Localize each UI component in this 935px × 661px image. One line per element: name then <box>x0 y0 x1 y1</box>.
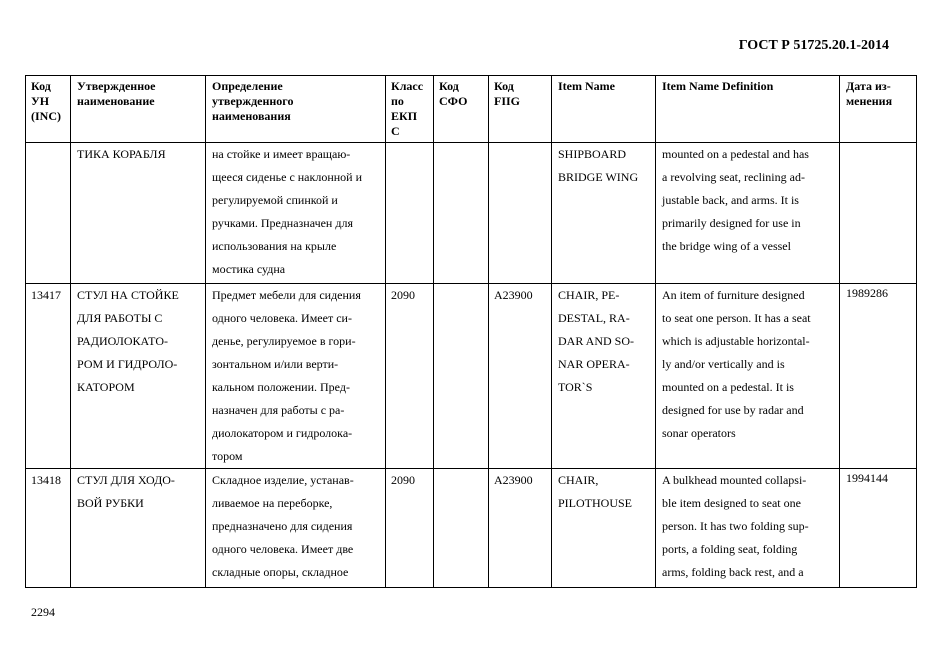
cell-line: primarily designed for use in <box>662 216 801 230</box>
cell-line: NAR OPERA- <box>558 357 630 371</box>
cell-line: designed for use by radar and <box>662 403 804 417</box>
cell-line: which is adjustable horizontal- <box>662 334 810 348</box>
cell-date: 1989286 <box>840 284 917 469</box>
cell-line: sonar operators <box>662 426 736 440</box>
cell-line: КАТОРОМ <box>77 380 135 394</box>
cell-definition <box>206 284 386 469</box>
col-header-inc <box>26 76 71 143</box>
col-header-line: Класс <box>391 79 424 93</box>
cell-line: одного человека. Имеет две <box>212 542 354 556</box>
classification-table <box>25 75 917 588</box>
col-header-line: по <box>391 94 404 108</box>
cell-line: a revolving seat, reclining ad- <box>662 170 805 184</box>
cell-line: Складное изделие, устанав- <box>212 473 354 487</box>
standard-code: ГОСТ Р 51725.20.1-2014 <box>738 38 889 53</box>
col-header-line: СФО <box>439 94 468 108</box>
cell-line: ble item designed to seat one <box>662 496 801 510</box>
cell-line: СТУЛ ДЛЯ ХОДО- <box>77 473 175 487</box>
cell-line: СТУЛ НА СТОЙКЕ <box>77 288 179 302</box>
cell-sfo <box>434 284 489 469</box>
col-header-class <box>386 76 434 143</box>
page-number: 2294 <box>31 605 55 619</box>
table-body <box>26 143 917 588</box>
cell-line: щееся сиденье с наклонной и <box>212 170 363 184</box>
table-row <box>26 469 917 588</box>
col-header-line: FIIG <box>494 94 521 108</box>
cell-inc: 13417 <box>26 284 71 469</box>
cell-inc: 13418 <box>26 469 71 588</box>
table-row <box>26 284 917 469</box>
col-header-line: Код <box>494 79 514 93</box>
table-row <box>26 143 917 284</box>
cell-line: An item of furniture designed <box>662 288 805 302</box>
cell-line: ВОЙ РУБКИ <box>77 496 144 510</box>
cell-class: 2090 <box>386 469 434 588</box>
col-header-date <box>840 76 917 143</box>
cell-class: 2090 <box>386 284 434 469</box>
cell-sfo <box>434 143 489 284</box>
col-header-line: Определение <box>212 79 283 93</box>
col-header-line: наименование <box>77 94 155 108</box>
col-header-line: ЕКП <box>391 109 418 123</box>
col-header-line: Item Name Definition <box>662 79 774 93</box>
cell-line: Предмет мебели для сидения <box>212 288 361 302</box>
cell-line: РАДИОЛОКАТО- <box>77 334 168 348</box>
cell-line: SHIPBOARD <box>558 147 627 161</box>
cell-line: кальном положении. Пред- <box>212 380 350 394</box>
cell-line: A bulkhead mounted collapsi- <box>662 473 807 487</box>
cell-line: ДЛЯ РАБОТЫ С <box>77 311 163 325</box>
cell-line: ручками. Предназначен для <box>212 216 353 230</box>
cell-line: CHAIR, PE- <box>558 288 620 302</box>
cell-fiig <box>489 143 552 284</box>
cell-line: одного человека. Имеет си- <box>212 311 352 325</box>
col-header-line: (INC) <box>31 109 61 123</box>
cell-line: arms, folding back rest, and a <box>662 565 804 579</box>
cell-approved-name <box>71 143 206 284</box>
cell-line: назначен для работы с ра- <box>212 403 345 417</box>
col-header-line: С <box>391 124 400 138</box>
cell-line: ports, a folding seat, folding <box>662 542 798 556</box>
cell-item-name-definition <box>656 469 840 588</box>
col-header-line: Дата из- <box>846 79 891 93</box>
cell-line: PILOTHOUSE <box>558 496 632 510</box>
cell-item-name-definition <box>656 143 840 284</box>
col-header-line: Item Name <box>558 79 615 93</box>
col-header-sfo <box>434 76 489 143</box>
header-row <box>26 76 917 143</box>
col-header-approved-name <box>71 76 206 143</box>
col-header-definition <box>206 76 386 143</box>
col-header-line: наименования <box>212 109 291 123</box>
cell-line: РОМ И ГИДРОЛО- <box>77 357 178 371</box>
cell-line: mounted on a pedestal and has <box>662 147 809 161</box>
cell-date: 1994144 <box>840 469 917 588</box>
col-header-line: Код <box>439 79 459 93</box>
cell-line: зонтальном и/или верти- <box>212 357 339 371</box>
cell-class <box>386 143 434 284</box>
cell-fiig: A23900 <box>489 469 552 588</box>
cell-inc <box>26 143 71 284</box>
cell-line: DAR AND SO- <box>558 334 635 348</box>
cell-line: TOR`S <box>558 380 593 394</box>
cell-line: mounted on a pedestal. It is <box>662 380 794 394</box>
cell-line: ly and/or vertically and is <box>662 357 785 371</box>
col-header-fiig <box>489 76 552 143</box>
col-header-line: УН <box>31 94 50 108</box>
cell-line: person. It has two folding sup- <box>662 519 809 533</box>
cell-line: ливаемое на переборке, <box>212 496 333 510</box>
cell-approved-name <box>71 284 206 469</box>
cell-line: to seat one person. It has a seat <box>662 311 811 325</box>
cell-item-name <box>552 469 656 588</box>
col-header-line: Код <box>31 79 51 93</box>
cell-line: BRIDGE WING <box>558 170 639 184</box>
cell-line: денье, регулируемое в гори- <box>212 334 356 348</box>
col-header-item-name-definition <box>656 76 840 143</box>
cell-line: мостика судна <box>212 262 286 276</box>
cell-line: складные опоры, складное <box>212 565 349 579</box>
cell-line: DESTAL, RA- <box>558 311 630 325</box>
col-header-line: менения <box>846 94 893 108</box>
cell-definition <box>206 143 386 284</box>
cell-sfo <box>434 469 489 588</box>
cell-line: CHAIR, <box>558 473 599 487</box>
cell-item-name-definition <box>656 284 840 469</box>
cell-line: тором <box>212 449 243 463</box>
col-header-item-name <box>552 76 656 143</box>
cell-line: использования на крыле <box>212 239 337 253</box>
cell-definition <box>206 469 386 588</box>
cell-item-name <box>552 284 656 469</box>
cell-fiig: A23900 <box>489 284 552 469</box>
cell-line: на стойке и имеет вращаю- <box>212 147 351 161</box>
cell-line: the bridge wing of a vessel <box>662 239 791 253</box>
cell-date <box>840 143 917 284</box>
cell-line: диолокатором и гидролока- <box>212 426 353 440</box>
cell-line: предназначено для сидения <box>212 519 353 533</box>
cell-line: ТИКА КОРАБЛЯ <box>77 147 166 161</box>
cell-item-name <box>552 143 656 284</box>
col-header-line: Утвержденное <box>77 79 156 93</box>
col-header-line: утвержденного <box>212 94 294 108</box>
cell-line: регулируемой спинкой и <box>212 193 338 207</box>
cell-line: justable back, and arms. It is <box>662 193 799 207</box>
cell-approved-name <box>71 469 206 588</box>
